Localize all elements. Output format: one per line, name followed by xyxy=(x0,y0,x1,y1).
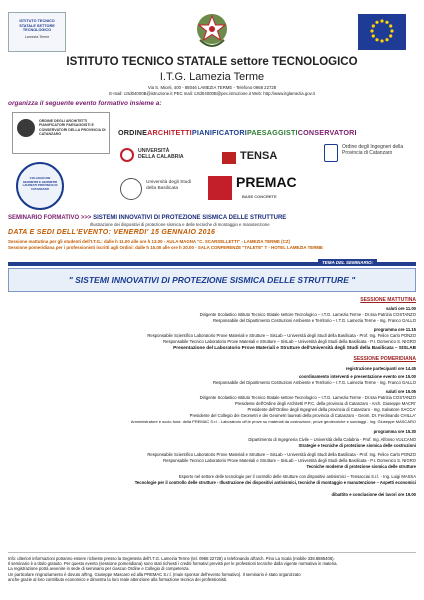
afternoon-info: Sessione pomeridiana per i professionisti iscritti agli Ordini: dalle h 15.00 alle ore h 20.00 - SALA CONFERENZE "TALETE" T - HOTEL LAMEZIA TERME xyxy=(8,245,323,250)
program-row: Responsabile Scientifico Laboratorio Prove Materiali e Strutture – SisLab – Università degli Studi della Basilicata - Prof. Ing. Felice Carlo PONZO xyxy=(147,333,416,338)
program-row: Responsabile del Dipartimento Costruzioni Ambiente e Territorio – I.T.G. Lamezia Terme - Ing. Franco GALLO xyxy=(212,318,416,323)
program-row: Presidente dell'Ordine degli Architetti P.P.C. della provincia di Catanzaro - Arch. Giuseppe MACRI' xyxy=(234,401,416,406)
republic-emblem-icon xyxy=(192,10,232,52)
info-line: Il seminario è a titolo gratuito. Per questo evento (sessione pomeridiana) sono stati richiesti i crediti formativi previsti per le professioni tecniche dalla vigente normativa in materia. xyxy=(8,561,338,567)
banner-word-paesaggisti: PAESAGGISTI xyxy=(246,128,298,137)
program-row: Presidente del Collegio dei Geometri e dei Geometri laureati della provincia di Catanzaro - Geom. Dr. Ferdinando CHILLA' xyxy=(189,413,416,418)
program-row: saluti ore 15.05 xyxy=(385,389,416,394)
info-divider xyxy=(8,552,416,553)
banner-word-architetti: ARCHITETTI xyxy=(147,128,192,137)
program-row: Dirigente Scolastico Istituto Tecnico Statale settore Tecnologico – I.T.G. Lamezia Terme - Dr.ssa Patrizia COSTANZO xyxy=(199,312,416,317)
school-logo xyxy=(8,12,66,52)
seminar-subtitle: Illustrazione dei dispositivi di protezione sismica e delle tecniche di montaggio e manutenzione xyxy=(90,222,270,227)
program-row: dibattito e conclusione dei lavori ore 19.00 xyxy=(331,492,416,497)
program-row: Dirigente Scolastico Istituto Tecnico Statale settore Tecnologico – I.T.G. Lamezia Terme - Dr.ssa Patrizia COSTANZO xyxy=(199,395,416,400)
morning-info: Sessione mattutina per gli studenti dell'I.T.G.: dalle h 11.00 alle ore h 13.00 - AULA MAGNA "C. SCARSELLETTI" - LAMEZIA TERME (CZ) xyxy=(8,239,290,244)
unical-emblem-icon xyxy=(120,148,134,162)
info-line: Info: ulteriori informazioni potranno essere richieste presso la Segreteria dell'I.T.G. Lamezia Terme (tel. 0968 22728) o telefonando all'arch. Pino La Scala (mobile 338.8885406). xyxy=(8,556,335,561)
banner-word-conservatori: CONSERVATORI xyxy=(297,128,357,137)
unical-logo xyxy=(120,146,184,174)
seminar-label: SEMINARIO FORMATIVO >>> xyxy=(8,215,92,221)
program-row: Responsabile del Dipartimento Costruzioni Ambiente e Territorio – I.T.G. Lamezia Terme - Ing. Franco GALLO xyxy=(212,380,416,385)
unibas-emblem-icon xyxy=(120,178,142,200)
info-line: anche grazie al loro contributo economico e dimostra la loro reale attenzione alla formazione tecnica dei professionisti. xyxy=(8,576,228,582)
program-row: Strategie e tecniche di protezione sismica delle costruzioni xyxy=(298,443,416,448)
main-title: " SISTEMI INNOVATIVI DI PROTEZIONE SISMICA DELLE STRUTTURE " xyxy=(68,275,356,285)
ingegneri-logo-text: Ordine degli Ingegneri della Provincia di Catanzaro xyxy=(342,144,404,156)
geometri-logo xyxy=(16,162,64,210)
banner-word-pianificatori: PIANIFICATORI xyxy=(191,128,247,137)
program-row: coordinamento interventi e presentazione evento ore 15.00 xyxy=(298,374,416,379)
school-contacts[interactable]: E-mail: cztd04000B@istruzione.it PEC mail: cztd04000B@pec.istruzione.it Web: http://www.itglamezia.gov.it xyxy=(109,91,315,96)
premac-emblem-icon xyxy=(208,176,232,200)
program-row: Amministratore e socio fond. della PREMAC S.r.l - Laboratorio uff.le prove su materiali da costruzione, prove geotecniche e sondaggi - Ing. Giuseppe MASCARO xyxy=(130,419,416,424)
seminar-title: SISTEMI INNOVATIVI DI PROTEZIONE SISMICA DELLE STRUTTURE xyxy=(93,215,287,221)
program-row: Dipartimento di Ingegneria Civile – Università della Calabria - Prof. Ing. Alfonso VULCANO xyxy=(248,437,416,442)
premac-logo-sub: BASE CONCRETE xyxy=(242,194,277,199)
geometri-logo-text: COLLEGIO DEI GEOMETRI E GEOMETRI LAUREATI PROVINCIA DI CATANZARO xyxy=(22,176,58,191)
program-row: programma ore 11.15 xyxy=(373,327,416,332)
unibas-logo xyxy=(120,176,200,208)
architetti-emblem-icon xyxy=(17,119,35,137)
premac-logo-text: PREMAC xyxy=(236,174,297,190)
tema-label: TEMA DEL SEMINARIO: xyxy=(318,259,377,266)
program-row: programma ore 15.30 xyxy=(373,429,416,434)
program-row: Presidente dell'Ordine degli Ingegneri della provincia di Catanzaro - Ing. Salvatore SACCA' xyxy=(247,407,416,412)
unical-logo-text: UNIVERSITÀ DELLA CALABRIA xyxy=(138,148,184,160)
banner-word-ordine: ORDINE xyxy=(118,128,148,137)
organize-line: organizza il seguente evento formativo insieme a: xyxy=(8,100,162,107)
afternoon-session-heading: SESSIONE POMERIDIANA xyxy=(353,356,416,362)
event-date: DATA E SEDI DELL'EVENTO: VENERDI' 15 GENNAIO 2016 xyxy=(8,229,216,236)
program-row: Tecniche moderne di protezione sismica delle strutture xyxy=(306,464,416,469)
school-title: ISTITUTO TECNICO STATALE settore TECNOLOGICO xyxy=(66,56,358,68)
tensa-logo-text: TENSA xyxy=(240,150,278,162)
school-address: Via S. Miceli, 400 - 88046 LAMEZIA TERME - Telefono 0968 22728 xyxy=(147,85,277,90)
architetti-logo xyxy=(12,112,110,154)
tensa-emblem-icon xyxy=(222,152,236,164)
program-row: registrazione partecipanti ore 14.45 xyxy=(345,366,416,371)
tensa-logo xyxy=(222,150,302,168)
program-row: Tecnologie per il controllo delle strutture - Illustrazione dei dispositivi antisismici, tecniche di montaggio e manutenzione – Aspetti economici xyxy=(134,480,416,485)
architetti-logo-text: ORDINE DEGLI ARCHITETTI PIANIFICATORI PAESAGGISTI E CONSERVATORI DELLA PROVINCIA DI CATANZARO xyxy=(39,119,106,137)
unibas-logo-text: Università degli Studi della Basilicata xyxy=(146,180,192,191)
info-line: Un particolare ringraziamento è dovuto all'Ing. Giuseppe Mascaro ed alla PREMAC S.r.l. (main sponsor dell'evento formativo). Il seminario è stato organizzato xyxy=(8,571,301,577)
info-block xyxy=(8,556,416,582)
partner-logos xyxy=(12,110,412,212)
premac-logo xyxy=(208,172,318,208)
program-row: Responsabile Tecnico Laboratorio Prove Materiali e Strutture – SisLab – Università degli Studi della Basilicata - P.I. Domenico S. NIGRO xyxy=(163,458,416,463)
program-row: saluti ore 11.00 xyxy=(385,306,416,311)
program-row: Responsabile Scientifico Laboratorio Prove Materiali e Strutture – SisLab – Università degli Studi della Basilicata - Prof. Ing. Felice Carlo PONZO xyxy=(147,452,416,457)
school-logo-text: ISTITUTO TECNICO STATALE SETTORE TECNOLOGICO xyxy=(19,19,55,33)
program-row: Responsabile Tecnico Laboratorio Prove Materiali e Strutture – SisLab – Università degli Studi della Basilicata - P.I. Domenico S. NIGRO xyxy=(163,339,416,344)
school-subtitle: I.T.G. Lamezia Terme xyxy=(159,71,265,83)
main-title-box xyxy=(8,268,416,292)
seminar-heading xyxy=(8,215,286,221)
eu-flag-icon xyxy=(358,14,406,50)
info-line: La registrazione potrà avvenire in sede di seminario per ciascun Ordine e Collegio di competenza. xyxy=(8,566,190,572)
school-logo-sub: Lamezia Terme xyxy=(24,34,50,39)
ingegneri-logo xyxy=(324,140,412,174)
program-row: Esperto nel settore delle tecnologie per il controllo delle strutture con dispositivi antisismici – Tensacciai S.r.l. - Ing. Luigi MASSA xyxy=(178,474,416,479)
morning-session-heading: SESSIONE MATTUTINA xyxy=(360,297,416,303)
architetti-banner xyxy=(118,128,412,137)
program-row: Presentazione del Laboratorio Prove Materiali e Strutture dell'Università degli Studi della Basilicata – SISLAB xyxy=(173,345,416,350)
ingegneri-emblem-icon xyxy=(324,144,338,162)
